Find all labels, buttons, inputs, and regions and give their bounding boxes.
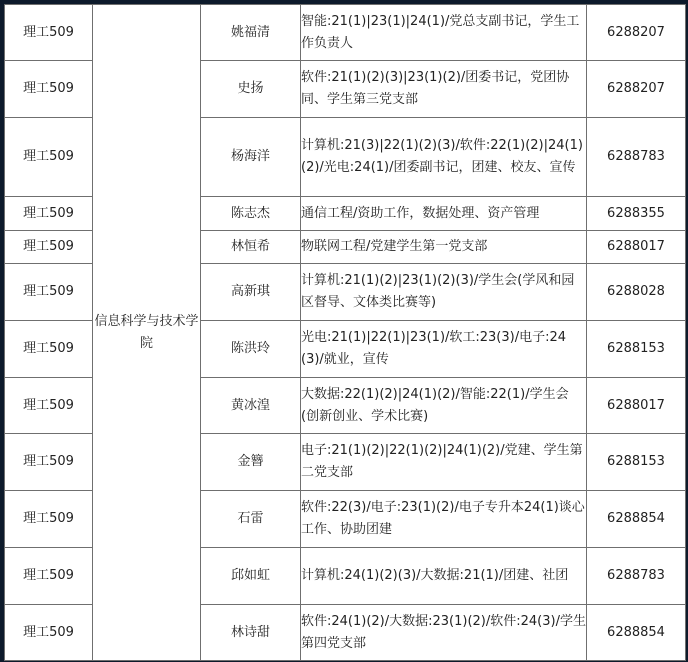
- name-cell: 林恒希: [201, 231, 301, 264]
- duty-cell: 计算机:21(1)(2)|23(1)(2)(3)/学生会(学风和园区督导、文体类比赛等): [301, 264, 587, 321]
- duty-cell: 大数据:22(1)(2)|24(1)(2)/智能:22(1)/学生会(创新创业、学术比赛): [301, 378, 587, 434]
- room-cell: 理工509: [5, 61, 93, 118]
- duty-cell: 软件:22(3)/电子:23(1)(2)/电子专升本24(1)谈心工作、协助团建: [301, 491, 587, 548]
- phone-cell: 6288783: [587, 548, 686, 605]
- duty-cell: 软件:24(1)(2)/大数据:23(1)(2)/软件:24(3)/学生第四党支部: [301, 605, 587, 661]
- room-cell: 理工509: [5, 321, 93, 378]
- duty-cell: 计算机:24(1)(2)(3)/大数据:21(1)/团建、社团: [301, 548, 587, 605]
- room-cell: 理工509: [5, 491, 93, 548]
- phone-cell: 6288783: [587, 118, 686, 197]
- duty-cell: 通信工程/资助工作，数据处理、资产管理: [301, 197, 587, 231]
- duty-cell: 光电:21(1)|22(1)|23(1)/软工:23(3)/电子:24(3)/就业，宣传: [301, 321, 587, 378]
- room-cell: 理工509: [5, 118, 93, 197]
- name-cell: 邱如虹: [201, 548, 301, 605]
- name-cell: 石雷: [201, 491, 301, 548]
- phone-cell: 6288207: [587, 5, 686, 61]
- name-cell: 林诗甜: [201, 605, 301, 661]
- phone-cell: 6288153: [587, 434, 686, 491]
- name-cell: 黄冰湟: [201, 378, 301, 434]
- duty-cell: 软件:21(1)(2)(3)|23(1)(2)/团委书记，党团协同、学生第三党支部: [301, 61, 587, 118]
- room-cell: 理工509: [5, 264, 93, 321]
- department-cell: 信息科学与技术学院: [93, 5, 201, 661]
- room-cell: 理工509: [5, 605, 93, 661]
- room-cell: 理工509: [5, 5, 93, 61]
- name-cell: 杨海洋: [201, 118, 301, 197]
- room-cell: 理工509: [5, 197, 93, 231]
- room-cell: 理工509: [5, 548, 93, 605]
- room-cell: 理工509: [5, 378, 93, 434]
- staff-table: [4, 4, 686, 661]
- name-cell: 高新琪: [201, 264, 301, 321]
- table-row: [5, 5, 686, 61]
- phone-cell: 6288153: [587, 321, 686, 378]
- phone-cell: 6288017: [587, 231, 686, 264]
- name-cell: 金簪: [201, 434, 301, 491]
- phone-cell: 6288028: [587, 264, 686, 321]
- name-cell: 姚福清: [201, 5, 301, 61]
- phone-cell: 6288207: [587, 61, 686, 118]
- phone-cell: 6288854: [587, 605, 686, 661]
- name-cell: 史扬: [201, 61, 301, 118]
- room-cell: 理工509: [5, 231, 93, 264]
- phone-cell: 6288355: [587, 197, 686, 231]
- duty-cell: 电子:21(1)(2)|22(1)(2)|24(1)(2)/党建、学生第二党支部: [301, 434, 587, 491]
- room-cell: 理工509: [5, 434, 93, 491]
- duty-cell: 智能:21(1)|23(1)|24(1)/党总支副书记，学生工作负责人: [301, 5, 587, 61]
- duty-cell: 计算机:21(3)|22(1)(2)(3)/软件:22(1)(2)|24(1)(2)/光电:24(1)/团委副书记，团建、校友、宣传: [301, 118, 587, 197]
- name-cell: 陈洪玲: [201, 321, 301, 378]
- duty-cell: 物联网工程/党建学生第一党支部: [301, 231, 587, 264]
- phone-cell: 6288854: [587, 491, 686, 548]
- phone-cell: 6288017: [587, 378, 686, 434]
- name-cell: 陈志杰: [201, 197, 301, 231]
